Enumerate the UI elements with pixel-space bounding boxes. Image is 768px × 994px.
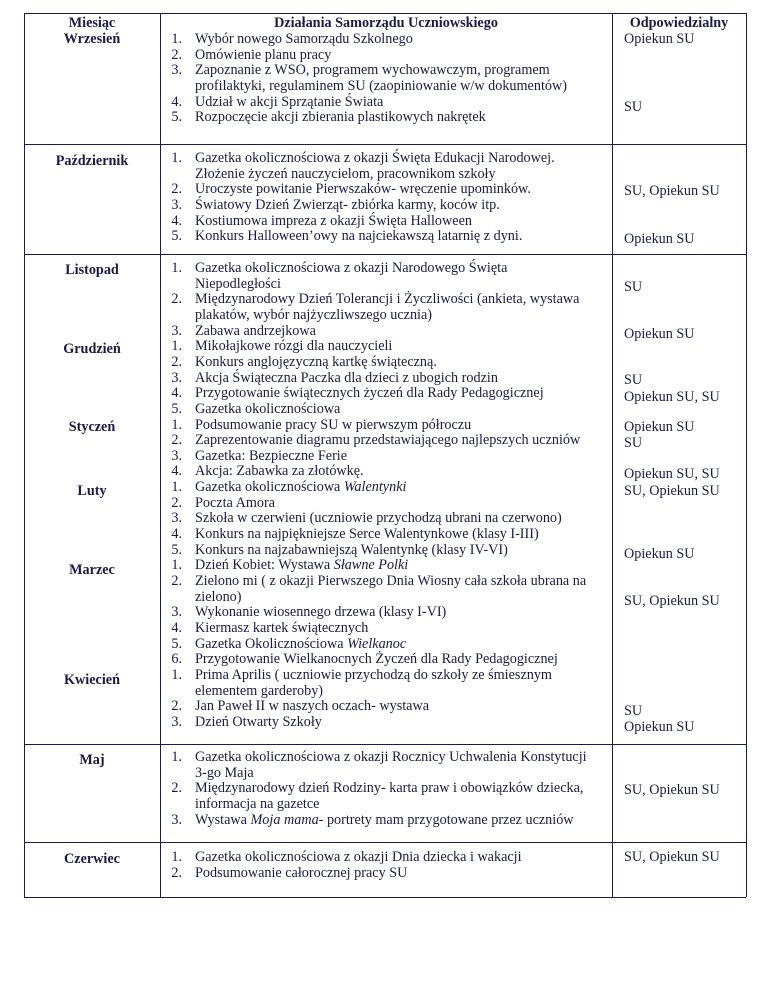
activity-text: Przygotowanie świątecznych życzeń dla Rady Pedagogicznej [195, 385, 544, 402]
activity-item [195, 620, 368, 637]
responsible-label: Opiekun SU [624, 326, 695, 342]
activity-italic-text: Walentynki [343, 479, 407, 496]
activity-italic-text: Wielkanoc [347, 635, 407, 652]
activity-text: informacja na gazetce [195, 795, 320, 812]
activity-text: Udział w akcji Sprzątanie Świata [195, 93, 384, 110]
activity-item [195, 338, 392, 355]
responsible-label: SU [624, 99, 643, 115]
item-number: 4. [171, 385, 182, 402]
responsible-label: SU [624, 435, 643, 451]
activity-text: Gazetka okolicznościowa z okazji Święta Edukacji Narodowej. [195, 150, 555, 166]
item-number: 3. [171, 196, 182, 213]
month-label: Luty [77, 483, 107, 499]
activity-text: Konkurs na najzabawniejszą Walentynkę (klasy IV-VI) [195, 541, 508, 558]
responsible-label: SU [624, 279, 643, 295]
activity-item [195, 812, 574, 829]
activity-text: Podsumowanie całorocznej pracy SU [195, 864, 408, 881]
responsible-label: SU [624, 703, 643, 719]
activity-text: Gazetka okolicznościowa z okazji Rocznicy Uchwalenia Konstytucji [195, 749, 587, 765]
activity-item [195, 370, 498, 387]
activity-item [195, 166, 496, 183]
item-number: 3. [171, 447, 182, 464]
activity-text: Zabawa andrzejkowa [195, 322, 316, 339]
item-number: 2. [171, 291, 182, 308]
activity-text: Gazetka okolicznościowa z okazji Dnia dziecka i wakacji [195, 849, 522, 865]
activity-item [195, 47, 331, 64]
activity-text: Międzynarodowy dzień Rodziny- karta praw i obowiązków dziecka, [195, 780, 584, 797]
activity-text: Gazetka okolicznościowa [195, 479, 344, 496]
activity-item [195, 31, 413, 48]
activity-item [195, 495, 275, 512]
activity-item [195, 573, 586, 590]
activity-text: Międzynarodowy Dzień Tolerancji i Życzliwości (ankieta, wystawa [195, 291, 580, 308]
activity-item [195, 510, 562, 527]
item-number: 4. [171, 212, 182, 229]
header-responsible: Odpowiedzialny [629, 15, 729, 31]
header-month: Miesiąc [68, 15, 116, 31]
activity-text: Prima Aprilis ( uczniowie przychodzą do szkoły ze śmiesznym [195, 666, 552, 683]
activity-text: Dzień Kobiet: Wystawa [195, 557, 334, 574]
activity-item [195, 749, 587, 766]
activity-item [195, 260, 507, 277]
activity-text: Zaprezentowanie diagramu przedstawiającego najlepszych uczniów [195, 432, 581, 449]
responsible-label: SU [624, 372, 643, 388]
item-number: 3. [171, 713, 182, 730]
item-number: 1. [171, 416, 182, 433]
activity-text: Konkurs Halloween’owy na najciekawszą latarnię z dyni. [195, 228, 523, 245]
activity-item [195, 479, 406, 496]
responsible-label: Opiekun SU, SU [624, 466, 720, 482]
activity-text: Poczta Amora [195, 494, 275, 511]
item-number: 3. [171, 322, 182, 339]
activity-item [195, 291, 579, 308]
item-number: 1. [171, 849, 182, 865]
item-number: 2. [171, 698, 182, 715]
item-number: 3. [171, 62, 182, 79]
activity-item [195, 181, 531, 198]
activity-text: Przygotowanie Wielkanocnych Życzeń dla Rady Pedagogicznej [195, 651, 558, 668]
month-label: Grudzień [63, 341, 121, 357]
item-number: 1. [171, 260, 182, 276]
activity-text: Gazetka Okolicznościowa [195, 635, 348, 652]
activity-item [195, 401, 340, 418]
item-number: 5. [171, 228, 182, 245]
activity-text: Akcja: Zabawka za złotówkę. [195, 463, 364, 480]
responsible-label: SU, Opiekun SU [624, 849, 720, 865]
activity-item [195, 604, 446, 621]
activity-item [195, 526, 539, 543]
item-number: 3. [171, 510, 182, 527]
month-label: Listopad [65, 262, 119, 278]
activity-item [195, 796, 319, 813]
activity-item [195, 213, 472, 230]
item-number: 1. [171, 31, 182, 47]
activity-text: Złożenie życzeń nauczycielom, pracownikom szkoły [195, 165, 496, 182]
activity-text: Światowy Dzień Zwierząt- zbiórka karmy, koców itp. [195, 196, 500, 213]
activity-item [195, 865, 407, 882]
activity-text: Zielono mi ( z okazji Pierwszego Dnia Wiosny cała szkoła ubrana na [195, 573, 587, 589]
activity-item [195, 765, 254, 782]
activity-text: Kiermasz kartek świątecznych [195, 619, 369, 636]
activity-text: Rozpoczęcie akcji zbierania plastikowych nakrętek [195, 109, 486, 126]
activity-item [195, 228, 522, 245]
month-label: Styczeń [68, 419, 116, 435]
item-number: 1. [171, 749, 182, 765]
item-number: 2. [171, 864, 182, 881]
activity-item [195, 385, 544, 402]
row-divider [24, 254, 746, 255]
row-divider [24, 144, 746, 145]
item-number: 1. [171, 479, 182, 496]
responsible-label: SU, Opiekun SU [624, 483, 720, 499]
activity-item [195, 463, 364, 480]
responsible-label: Opiekun SU [624, 31, 695, 47]
activity-text: Mikołajkowe rózgi dla nauczycieli [195, 338, 393, 355]
activity-text: Podsumowanie pracy SU w pierwszym półroczu [195, 416, 472, 433]
activity-text: Wybór nowego Samorządu Szkolnego [195, 31, 413, 47]
activity-text: Wykonanie wiosennego drzewa (klasy I-VI) [195, 604, 447, 621]
activity-text: Uroczyste powitanie Pierwszaków- wręczenie upominków. [195, 181, 531, 198]
item-number: 4. [171, 619, 182, 636]
activity-text: Konkurs anglojęzyczną kartkę świąteczną. [195, 353, 437, 370]
item-number: 2. [171, 181, 182, 198]
activity-item [195, 94, 383, 111]
month-label: Czerwiec [64, 851, 120, 867]
activity-text: Szkoła w czerwieni (uczniowie przychodzą ubrani na czerwono) [195, 510, 562, 527]
responsible-label: Opiekun SU, SU [624, 389, 720, 405]
activity-item [195, 698, 429, 715]
item-number: 5. [171, 541, 182, 558]
activity-item [195, 636, 406, 653]
item-number: 2. [171, 494, 182, 511]
table-border [24, 13, 746, 14]
activity-item [195, 542, 508, 559]
item-number: 5. [171, 109, 182, 126]
activity-item [195, 62, 550, 79]
item-number: 1. [171, 666, 182, 683]
responsible-label: SU, Opiekun SU [624, 782, 720, 798]
responsible-label: Opiekun SU [624, 231, 695, 247]
item-number: 2. [171, 573, 182, 589]
activity-item [195, 683, 323, 700]
row-divider [24, 842, 746, 843]
item-number: 2. [171, 780, 182, 797]
activity-item [195, 849, 522, 866]
table-border [160, 13, 161, 897]
activity-text: Niepodległości [195, 275, 281, 292]
month-label: Październik [55, 153, 129, 169]
activity-text: Omówienie planu pracy [195, 46, 332, 63]
activity-text: Gazetka okolicznościowa z okazji Narodowego Święta [195, 260, 508, 276]
item-number: 3. [171, 604, 182, 621]
activity-text: Wystawa [195, 811, 251, 828]
responsible-label: SU, Opiekun SU [624, 593, 720, 609]
activity-item [195, 109, 486, 126]
activity-italic-text: Sławne Polki [333, 557, 409, 574]
item-number: 3. [171, 811, 182, 828]
row-divider [24, 744, 746, 745]
item-number: 2. [171, 432, 182, 449]
activity-text: Kostiumowa impreza z okazji Święta Halloween [195, 212, 472, 229]
activity-item [195, 448, 347, 465]
activity-item [195, 307, 432, 324]
table-border [612, 13, 613, 897]
responsible-label: Opiekun SU [624, 546, 695, 562]
responsible-label: Opiekun SU [624, 719, 695, 735]
activity-item [195, 557, 408, 574]
item-number: 4. [171, 93, 182, 110]
activity-text: elementem garderoby) [195, 682, 324, 699]
activity-text: 3-go Maja [195, 764, 254, 781]
item-number: 6. [171, 651, 182, 668]
activity-text: Akcja Świąteczna Paczka dla dzieci z ubogich rodzin [195, 369, 498, 386]
item-number: 4. [171, 526, 182, 543]
header-actions: Działania Samorządu Uczniowskiego [274, 15, 498, 31]
activity-item [195, 276, 281, 293]
activity-item [195, 432, 580, 449]
item-number: 2. [171, 46, 182, 63]
table-border [746, 13, 747, 897]
activity-item [195, 589, 241, 606]
activity-item [195, 150, 555, 167]
activity-item [195, 780, 583, 797]
table-border [24, 897, 746, 898]
activity-text: Konkurs na najpiękniejsze Serce Walentynkowe (klasy I-III) [195, 526, 539, 543]
responsible-label: Opiekun SU [624, 419, 695, 435]
activity-text: profilaktyki, regulaminem SU (zaopiniowanie w/w dokumentów) [195, 77, 567, 94]
item-number: 3. [171, 369, 182, 386]
activity-item [195, 417, 471, 434]
activity-item [195, 667, 552, 684]
month-label: Kwiecień [64, 672, 120, 688]
activity-item [195, 651, 558, 668]
responsible-label: SU, Opiekun SU [624, 183, 720, 199]
month-label: Maj [79, 752, 105, 768]
item-number: 2. [171, 353, 182, 370]
activity-text: Jan Paweł II w naszych oczach- wystawa [195, 698, 429, 715]
activity-item [195, 323, 316, 340]
item-number: 4. [171, 463, 182, 480]
activity-item [195, 714, 322, 731]
activity-italic-text: Moja mama [250, 811, 319, 828]
item-number: 5. [171, 400, 182, 417]
activity-text: Zapoznanie z WSO, programem wychowawczym, programem [195, 62, 550, 79]
activity-text: - portrety mam przygotowane przez uczniów [318, 811, 574, 828]
item-number: 5. [171, 635, 182, 652]
activity-text: plakatów, wybór najżyczliwszego ucznia) [195, 306, 433, 323]
activity-text: Gazetka: Bezpieczne Ferie [195, 447, 348, 464]
activity-text: Gazetka okolicznościowa [195, 400, 341, 417]
item-number: 1. [171, 338, 182, 355]
activity-item [195, 197, 500, 214]
activity-item [195, 78, 567, 95]
item-number: 1. [171, 150, 182, 166]
activity-item [195, 354, 437, 371]
month-label: Marzec [69, 562, 115, 578]
month-label: Wrzesień [63, 31, 121, 47]
activity-text: Dzień Otwarty Szkoły [195, 713, 322, 730]
activity-text: zielono) [195, 588, 242, 605]
item-number: 1. [171, 557, 182, 574]
